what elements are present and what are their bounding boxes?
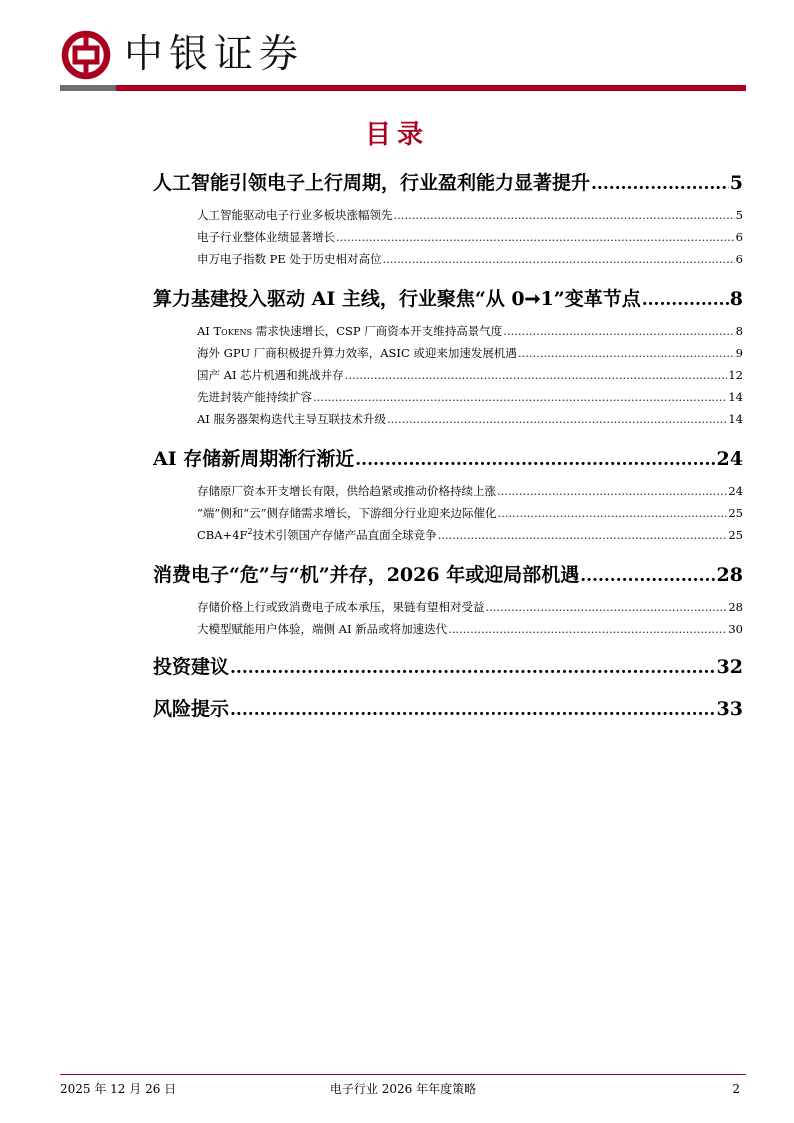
toc-item-title: AI 服务器架构迭代主导互联技术升级 bbox=[197, 412, 387, 426]
toc-item[interactable] bbox=[153, 596, 743, 618]
toc-section-title: 消费电子“危”与“机”并存，2026 年或迎局部机遇 bbox=[153, 564, 580, 586]
toc-item[interactable] bbox=[153, 618, 743, 640]
toc-page-number: 6 bbox=[735, 230, 743, 244]
toc-page-number: 6 bbox=[735, 252, 743, 266]
toc-title: 目录 bbox=[364, 120, 429, 150]
toc-section-title: AI 存储新周期渐行渐近 bbox=[153, 448, 355, 470]
toc-leader-dots bbox=[345, 364, 728, 386]
toc-section-title: 人工智能引领电子上行周期，行业盈利能力显著提升 bbox=[153, 172, 591, 194]
footer-page-number: 2 bbox=[732, 1082, 740, 1096]
toc-section-4[interactable] bbox=[153, 560, 743, 590]
toc-page-number: 12 bbox=[728, 368, 743, 382]
toc-section-title: 投资建议 bbox=[153, 656, 230, 678]
toc-item-title: 人工智能驱动电子行业多板块涨幅领先 bbox=[197, 208, 393, 222]
toc-leader-dots bbox=[642, 285, 729, 315]
toc-leader-dots bbox=[336, 226, 735, 248]
toc-item[interactable] bbox=[153, 364, 743, 386]
footer-date: 2025 年 12 月 26 日 bbox=[60, 1082, 177, 1096]
toc-leader-dots bbox=[498, 502, 728, 524]
toc-page-number: 5 bbox=[735, 208, 743, 222]
header-bar-gray bbox=[60, 85, 116, 91]
toc-section-5[interactable] bbox=[153, 652, 743, 682]
toc-item-title-smallcaps: Tokens bbox=[213, 324, 253, 338]
toc-page-number: 8 bbox=[729, 288, 743, 310]
toc-leader-dots bbox=[394, 204, 735, 226]
header-bar-red bbox=[116, 85, 746, 91]
toc-item[interactable] bbox=[153, 248, 743, 270]
toc-page-number: 28 bbox=[728, 600, 743, 614]
toc-item-title: 先进封装产能持续扩容 bbox=[197, 390, 312, 404]
toc-item[interactable] bbox=[153, 386, 743, 408]
toc-item[interactable] bbox=[153, 480, 743, 502]
toc-leader-dots bbox=[230, 653, 716, 683]
toc-section-3[interactable] bbox=[153, 444, 743, 474]
toc-leader-dots bbox=[230, 695, 716, 725]
toc-item-title: 存储价格上行或致消费电子成本承压，果链有望相对受益 bbox=[197, 600, 485, 614]
toc-page-number: 33 bbox=[716, 698, 743, 720]
toc-leader-dots bbox=[448, 618, 727, 640]
toc-item[interactable] bbox=[153, 502, 743, 524]
toc-page-number: 25 bbox=[728, 506, 743, 520]
toc-item[interactable] bbox=[153, 204, 743, 226]
page-header bbox=[0, 0, 794, 100]
toc-page-number: 24 bbox=[716, 448, 743, 470]
toc-leader-dots bbox=[497, 480, 727, 502]
toc-leader-dots bbox=[518, 342, 735, 364]
toc-item[interactable] bbox=[153, 342, 743, 364]
toc-item-title: “端”侧和“云”侧存储需求增长，下游细分行业迎来边际催化 bbox=[197, 506, 497, 520]
toc-item-title-superscript: 2 bbox=[247, 527, 253, 537]
toc-section-title: 算力基建投入驱动 AI 主线，行业聚焦“从 0➞1”变革节点 bbox=[153, 288, 641, 310]
toc-item-title: 电子行业整体业绩显著增长 bbox=[197, 230, 335, 244]
toc-leader-dots bbox=[503, 320, 734, 342]
toc-item-title-prefix: AI bbox=[197, 324, 214, 338]
toc-item-title: 国产 AI 芯片机遇和挑战并存 bbox=[197, 368, 344, 382]
bank-of-china-logo-icon bbox=[61, 30, 111, 80]
toc-item-title-prefix: CBA+4F bbox=[197, 528, 248, 542]
page-footer bbox=[60, 1080, 746, 1098]
toc-page-number: 28 bbox=[716, 564, 743, 586]
toc-leader-dots bbox=[382, 248, 734, 270]
toc-section-6[interactable] bbox=[153, 694, 743, 724]
toc-leader-dots bbox=[486, 596, 728, 618]
toc-item-title: 大模型赋能用户体验，端侧 AI 新品或将加速迭代 bbox=[197, 622, 448, 636]
toc-item-title bbox=[197, 524, 437, 546]
toc-page-number: 14 bbox=[728, 412, 743, 426]
toc-item-title-suffix: 需求快速增长，CSP 厂商资本开支维持高景气度 bbox=[252, 324, 503, 338]
toc-leader-dots bbox=[591, 169, 729, 199]
toc-page-number: 30 bbox=[728, 622, 743, 636]
toc-page-number: 24 bbox=[728, 484, 743, 498]
toc-page-number: 25 bbox=[728, 528, 743, 542]
footer-doc-title: 电子行业 2026 年年度策略 bbox=[329, 1082, 477, 1096]
table-of-contents bbox=[153, 168, 743, 724]
toc-page-number: 9 bbox=[735, 346, 743, 360]
toc-item[interactable] bbox=[153, 226, 743, 248]
toc-section-title: 风险提示 bbox=[153, 698, 230, 720]
toc-item[interactable] bbox=[153, 408, 743, 430]
toc-item-title: 存储原厂资本开支增长有限，供给趋紧或推动价格持续上涨 bbox=[197, 484, 496, 498]
toc-page-number: 32 bbox=[716, 656, 743, 678]
brand-name: 中银证券 bbox=[124, 32, 305, 77]
toc-page-number: 14 bbox=[728, 390, 743, 404]
toc-item[interactable] bbox=[153, 320, 743, 342]
footer-divider bbox=[60, 1074, 746, 1075]
toc-item[interactable] bbox=[153, 524, 743, 546]
toc-leader-dots bbox=[438, 524, 728, 546]
toc-leader-dots bbox=[387, 408, 727, 430]
toc-item-title: 申万电子指数 PE 处于历史相对高位 bbox=[197, 252, 382, 266]
toc-section-2[interactable] bbox=[153, 284, 743, 314]
toc-leader-dots bbox=[580, 561, 715, 591]
toc-item-title: 海外 GPU 厂商积极提升算力效率，ASIC 或迎来加速发展机遇 bbox=[197, 346, 517, 360]
toc-leader-dots bbox=[355, 445, 715, 475]
toc-leader-dots bbox=[313, 386, 727, 408]
toc-section-1[interactable] bbox=[153, 168, 743, 198]
toc-item-title bbox=[197, 320, 502, 342]
toc-item-title-suffix: 技术引领国产存储产品直面全球竞争 bbox=[252, 528, 437, 542]
toc-page-number: 5 bbox=[729, 172, 743, 194]
toc-page-number: 8 bbox=[735, 324, 743, 338]
